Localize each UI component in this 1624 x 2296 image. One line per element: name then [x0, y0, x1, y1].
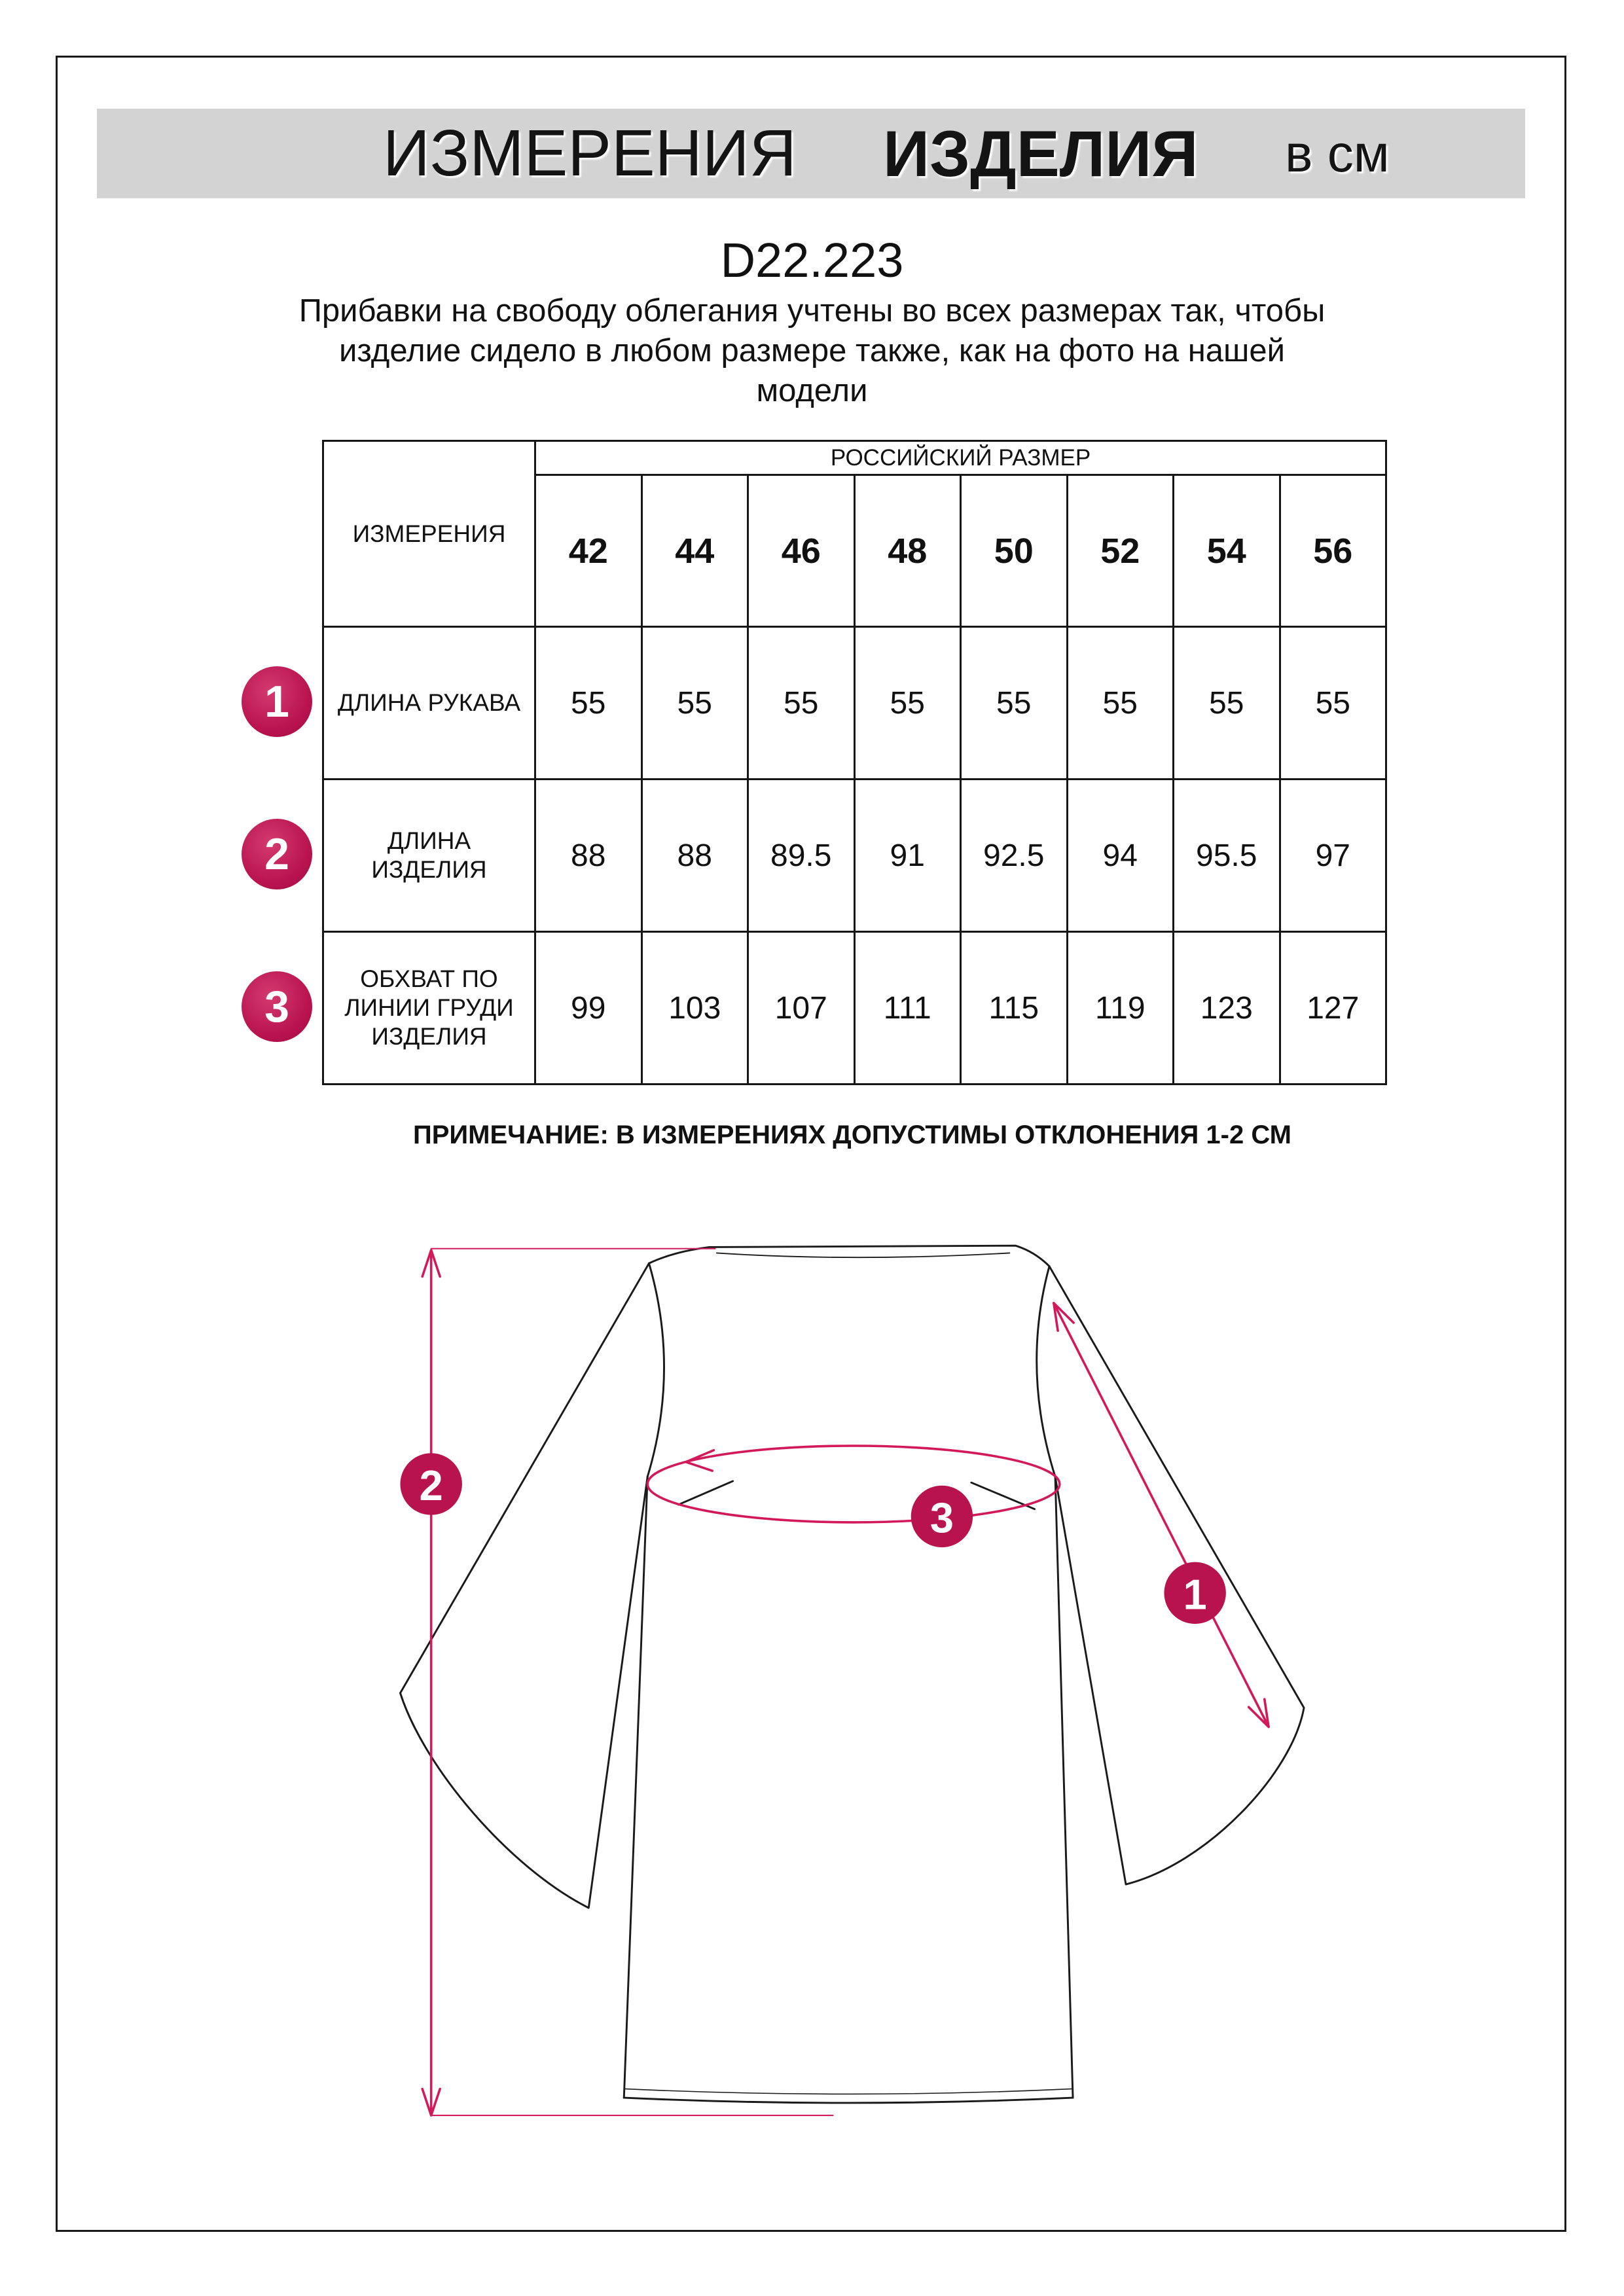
measurement-value: 88 [641, 780, 748, 932]
size-header: 42 [535, 475, 642, 627]
size-header: 46 [748, 475, 855, 627]
header-title-bold: ИЗДЕЛИЯ [883, 117, 1199, 190]
measurement-value: 55 [1280, 627, 1386, 780]
marker-number: 3 [929, 1494, 954, 1542]
row-label-line: ОБХВАТ ПО [360, 965, 498, 992]
measurement-value: 99 [535, 932, 642, 1085]
description-line: модели [756, 373, 868, 408]
size-header: 54 [1174, 475, 1280, 627]
row-label-line: ИЗДЕЛИЯ [371, 1023, 487, 1050]
table-row-sleeve-length [323, 627, 1386, 780]
measurement-value: 127 [1280, 932, 1386, 1085]
sleeve-arrow-line [1054, 1303, 1269, 1727]
measure-lines [419, 1249, 1269, 2115]
measurements-header: ИЗМЕРЕНИЯ [323, 441, 535, 627]
garment-diagram [368, 1222, 1339, 2149]
measurement-value: 115 [961, 932, 1068, 1085]
row-marker-badge: 2 [242, 819, 312, 889]
size-header: 48 [854, 475, 961, 627]
measurement-value: 55 [961, 627, 1068, 780]
size-header: 56 [1280, 475, 1386, 627]
row-label [323, 780, 535, 932]
fit-description [0, 291, 1624, 411]
measurement-value: 55 [535, 627, 642, 780]
chest-girth-ellipse [647, 1446, 1060, 1522]
header-unit: в см [1285, 124, 1390, 183]
size-header: 50 [961, 475, 1068, 627]
right-armhole-seam [1037, 1266, 1055, 1477]
chest-arrow-head [686, 1450, 714, 1471]
left-sleeve [400, 1263, 649, 1908]
header-bar [97, 109, 1525, 198]
diagram-marker-sleeve [1164, 1562, 1225, 1624]
measurement-value: 107 [748, 932, 855, 1085]
sleeve-arrow-head-top [1054, 1303, 1074, 1331]
measurement-value: 97 [1280, 780, 1386, 932]
size-header: 52 [1067, 475, 1174, 627]
measurement-value: 123 [1174, 932, 1280, 1085]
row-label-line: ДЛИНА РУКАВА [337, 689, 521, 716]
left-dart [678, 1481, 732, 1505]
row-marker-badge: 3 [242, 971, 312, 1042]
description-line: изделие сидело в любом размере также, как на фото на нашей [339, 333, 1285, 368]
measurement-value: 111 [854, 932, 961, 1085]
marker-number: 2 [419, 1462, 443, 1510]
hem [624, 2098, 1073, 2103]
row-label-line: ЛИНИИ ГРУДИ [344, 994, 514, 1021]
header-title-regular: ИЗМЕРЕНИЯ [383, 117, 797, 190]
left-armhole-seam [647, 1263, 664, 1477]
row-label [323, 627, 535, 780]
measurement-value: 55 [641, 627, 748, 780]
neck-band [717, 1253, 1009, 1257]
measurement-value: 91 [854, 780, 961, 932]
table-group-header-row [323, 441, 1386, 475]
marker-number: 1 [1183, 1570, 1207, 1619]
hem-stitch [625, 2089, 1071, 2094]
measurement-value: 55 [1067, 627, 1174, 780]
measurement-value: 88 [535, 780, 642, 932]
measurement-value: 92.5 [961, 780, 1068, 932]
tolerance-note: ПРИМЕЧАНИЕ: В ИЗМЕРЕНИЯХ ДОПУСТИМЫ ОТКЛОНЕНИЯ 1-2 СМ [413, 1121, 1291, 1149]
product-code: D22.223 [720, 233, 904, 287]
measurement-value: 55 [748, 627, 855, 780]
garment-outline [400, 1246, 1304, 2103]
table-row-chest-girth [323, 932, 1386, 1085]
sleeve-arrow-head-bottom [1249, 1699, 1269, 1727]
measurement-value: 55 [854, 627, 961, 780]
row-label-line: ИЗДЕЛИЯ [371, 856, 487, 883]
measurement-value: 103 [641, 932, 748, 1085]
description-line: Прибавки на свободу облегания учтены во всех размерах так, чтобы [298, 293, 1326, 329]
row-label-line: ДЛИНА [387, 827, 471, 854]
measurement-value: 55 [1174, 627, 1280, 780]
right-side-seam [1055, 1477, 1073, 2098]
table-row-garment-length [323, 780, 1386, 932]
size-header: 44 [641, 475, 748, 627]
diagram-marker-length [400, 1453, 461, 1515]
measurement-value: 94 [1067, 780, 1174, 932]
row-marker-badge: 1 [242, 666, 312, 737]
row-label [323, 932, 535, 1085]
measurement-value: 89.5 [748, 780, 855, 932]
measurement-value: 95.5 [1174, 780, 1280, 932]
diagram-marker-chest [911, 1486, 973, 1547]
measurement-value: 119 [1067, 932, 1174, 1085]
size-group-header: РОССИЙСКИЙ РАЗМЕР [535, 441, 1386, 475]
size-table [322, 440, 1387, 1085]
